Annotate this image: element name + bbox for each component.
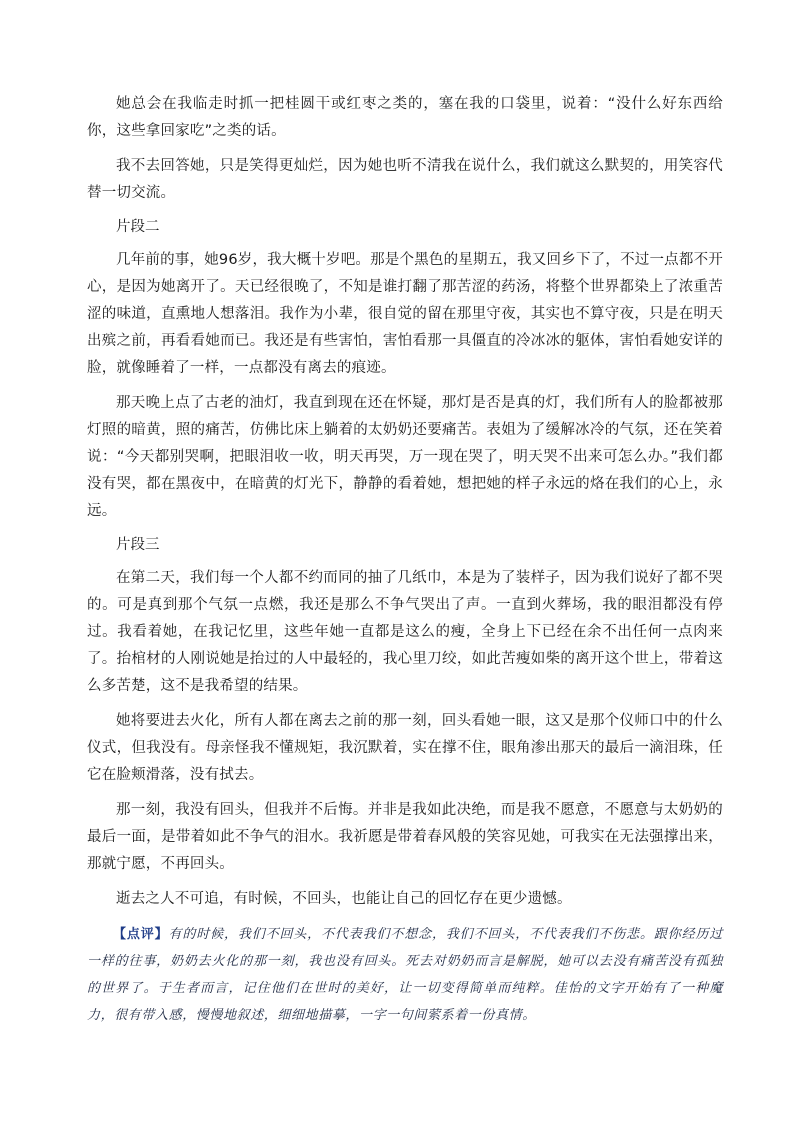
comment-text: 有的时候，我们不回头，不代表我们不想念，我们不回头，不代表我们不伤悲。跟你经历过一样的往事，奶奶去火化的那一刻，我也没有回头。死去对奶奶而言是解脱，她可以去没有痛苦没有孤独的世界了。于生者而言，记住他们在世时的美好，让一切变得简单而纯粹。佳怡的文字开始有了一种魔力，很有带入感，慢慢地叙述，细细地描摹，一字一句间萦系着一份真情。 [87, 927, 723, 1023]
paragraph: 我不去回答她，只是笑得更灿烂，因为她也听不清我在说什么，我们就这么默契的，用笑容代替一切交流。 [87, 158, 723, 201]
paragraph: 在第二天，我们每一个人都不约而同的抽了几纸巾，本是为了装样子，因为我们说好了都不哭的。可是真到那个气氛一点燃，我还是那么不争气哭出了声。一直到火葬场，我的眼泪都没有停过。我看着她，在我记忆里，这些年她一直都是这么的瘦，全身上下已经在余不出任何一点肉来了。抬棺材的人刚说她是抬过的人中最轻的，我心里刀绞，如此苦瘦如柴的离开这个世上，带着这么多苦楚，这不是我希望的结果。 [87, 570, 723, 694]
paragraph: 她将要进去火化，所有人都在离去之前的那一刻，回头看她一眼，这又是那个仪师口中的什么仪式，但我没有。母亲怪我不懂规矩，我沉默着，实在撑不住，眼角渗出那天的最后一滴泪珠，任它在脸颊滑落，没有拭去。 [87, 713, 723, 783]
paragraph: 逝去之人不可追，有时候，不回头，也能让自己的回忆存在更少遗憾。 [116, 891, 572, 907]
paragraph: 几年前的事，她96岁，我大概十岁吧。那是个黑色的星期五，我又回乡下了，不过一点都不开心，是因为她离开了。天已经很晚了，不知是谁打翻了那苦涩的药汤，将整个世界都染上了浓重苦涩的味道，直熏地人想落泪。我作为小辈，很自觉的留在那里守夜，其实也不算守夜，只是在明天出殡之前，再看看她而已。我还是有些害怕，害怕看那一具僵直的冷冰冰的躯体，害怕看她安详的脸，就像睡着了一样，一点都没有离去的痕迹。 [87, 252, 723, 376]
section-heading: 片段二 [116, 219, 160, 235]
paragraph: 她总会在我临走时抓一把桂圆干或红枣之类的，塞在我的口袋里，说着：“没什么好东西给你，这些拿回家吃”之类的话。 [87, 96, 723, 139]
teacher-comment [87, 921, 723, 1029]
essay-body [87, 91, 723, 1029]
section-heading: 片段三 [116, 537, 160, 553]
paragraph: 那一刻，我没有回头，但我并不后悔。并非是我如此决绝，而是我不愿意，不愿意与太奶奶的最后一面，是带着如此不争气的泪水。我祈愿是带着春风般的笑容见她，可我实在无法强撑出来，那就宁愿，不再回头。 [87, 802, 723, 872]
paragraph: 那天晚上点了古老的油灯，我直到现在还在怀疑，那灯是否是真的灯，我们所有人的脸都被那灯照的暗黄，照的痛苦，仿佛比床上躺着的太奶奶还要痛苦。表姐为了缓解冰冷的气氛，还在笑着说：“今天都别哭啊，把眼泪收一收，明天再哭，万一现在哭了，明天哭不出来可怎么办。”我们都没有哭，都在黑夜中，在暗黄的灯光下，静静的看着她，想把她的样子永远的烙在我们的心上，永远。 [87, 395, 723, 519]
comment-label: 【点评】 [113, 927, 169, 942]
